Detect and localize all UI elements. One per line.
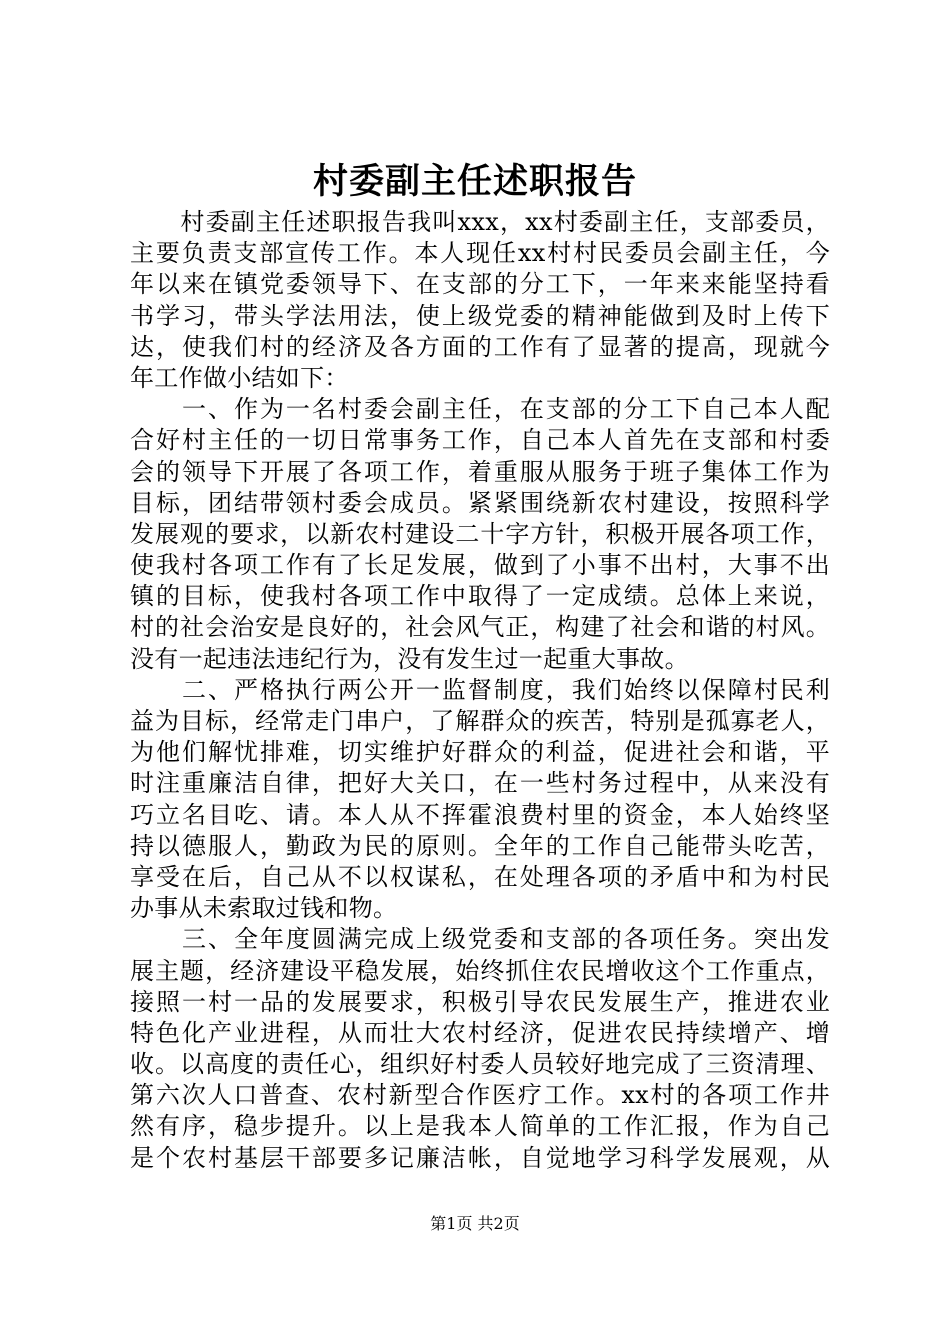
body-line: 一、作为一名村委会副主任，在支部的分工下自己本人配 [130, 395, 830, 424]
body-line: 第六次人口普查、农村新型合作医疗工作。xx村的各项工作井 [130, 1081, 830, 1110]
body-line: 主要负责支部宣传工作。本人现任xx村村民委员会副主任，今 [130, 239, 830, 268]
body-line: 益为目标，经常走门串户，了解群众的疾苦，特别是孤寡老人， [130, 707, 830, 735]
body-line: 合好村主任的一切日常事务工作，自己本人首先在支部和村委 [130, 426, 830, 455]
body-line: 镇的目标，使我村各项工作中取得了一定成绩。总体上来说， [130, 582, 830, 611]
body-line: 然有序，稳步提升。以上是我本人简单的工作汇报，作为自己 [130, 1112, 830, 1141]
body-line: 村委副主任述职报告我叫xxx，xx村委副主任，支部委员， [130, 208, 830, 236]
body-line: 享受在后，自己从不以权谋私，在处理各项的矛盾中和为村民 [130, 862, 830, 891]
document-body [130, 207, 830, 1174]
body-line: 办事从未索取过钱和物。 [130, 894, 398, 923]
body-line: 巧立名目吃、请。本人从不挥霍浪费村里的资金，本人始终坚 [130, 800, 830, 829]
body-line: 时注重廉洁自律，把好大关口，在一些村务过程中，从来没有 [130, 769, 830, 798]
body-line: 二、严格执行两公开一监督制度，我们始终以保障村民利 [130, 675, 830, 704]
page-footer: 第1页 共2页 [430, 1214, 520, 1233]
body-line: 使我村各项工作有了长足发展，做到了小事不出村，大事不出 [130, 551, 830, 580]
body-line: 达，使我们村的经济及各方面的工作有了显著的提高，现就今 [130, 332, 830, 361]
body-line: 是个农村基层干部要多记廉洁帐，自觉地学习科学发展观，从 [130, 1143, 830, 1172]
body-line: 书学习，带头学法用法，使上级党委的精神能做到及时上传下 [130, 301, 830, 330]
body-line: 目标，团结带领村委会成员。紧紧围绕新农村建设，按照科学 [130, 488, 830, 517]
body-line: 会的领导下开展了各项工作，着重服从服务于班子集体工作为 [130, 457, 830, 486]
body-line: 村的社会治安是良好的，社会风气正，构建了社会和谐的村风。 [130, 613, 830, 642]
body-line: 发展观的要求，以新农村建设二十字方针，积极开展各项工作， [130, 519, 830, 548]
body-line: 特色化产业进程，从而壮大农村经济，促进农民持续增产、增 [130, 1018, 830, 1047]
body-line: 展主题，经济建设平稳发展，始终抓住农民增收这个工作重点， [130, 956, 830, 985]
body-line: 持以德服人，勤政为民的原则。全年的工作自己能带头吃苦， [130, 831, 830, 860]
body-line: 没有一起违法违纪行为，没有发生过一起重大事故。 [130, 644, 689, 673]
body-line: 年工作做小结如下： [130, 363, 349, 392]
body-line: 为他们解忧排难，切实维护好群众的利益，促进社会和谐，平 [130, 738, 830, 767]
body-line: 三、全年度圆满完成上级党委和支部的各项任务。突出发 [130, 925, 830, 954]
body-line: 年以来在镇党委领导下、在支部的分工下，一年来来能坚持看 [130, 270, 830, 299]
body-line: 接照一村一品的发展要求，积极引导农民发展生产，推进农业 [130, 987, 830, 1016]
document-title: 村委副主任述职报告 [312, 161, 637, 202]
body-line: 收。以高度的责任心，组织好村委人员较好地完成了三资清理、 [130, 1050, 830, 1079]
